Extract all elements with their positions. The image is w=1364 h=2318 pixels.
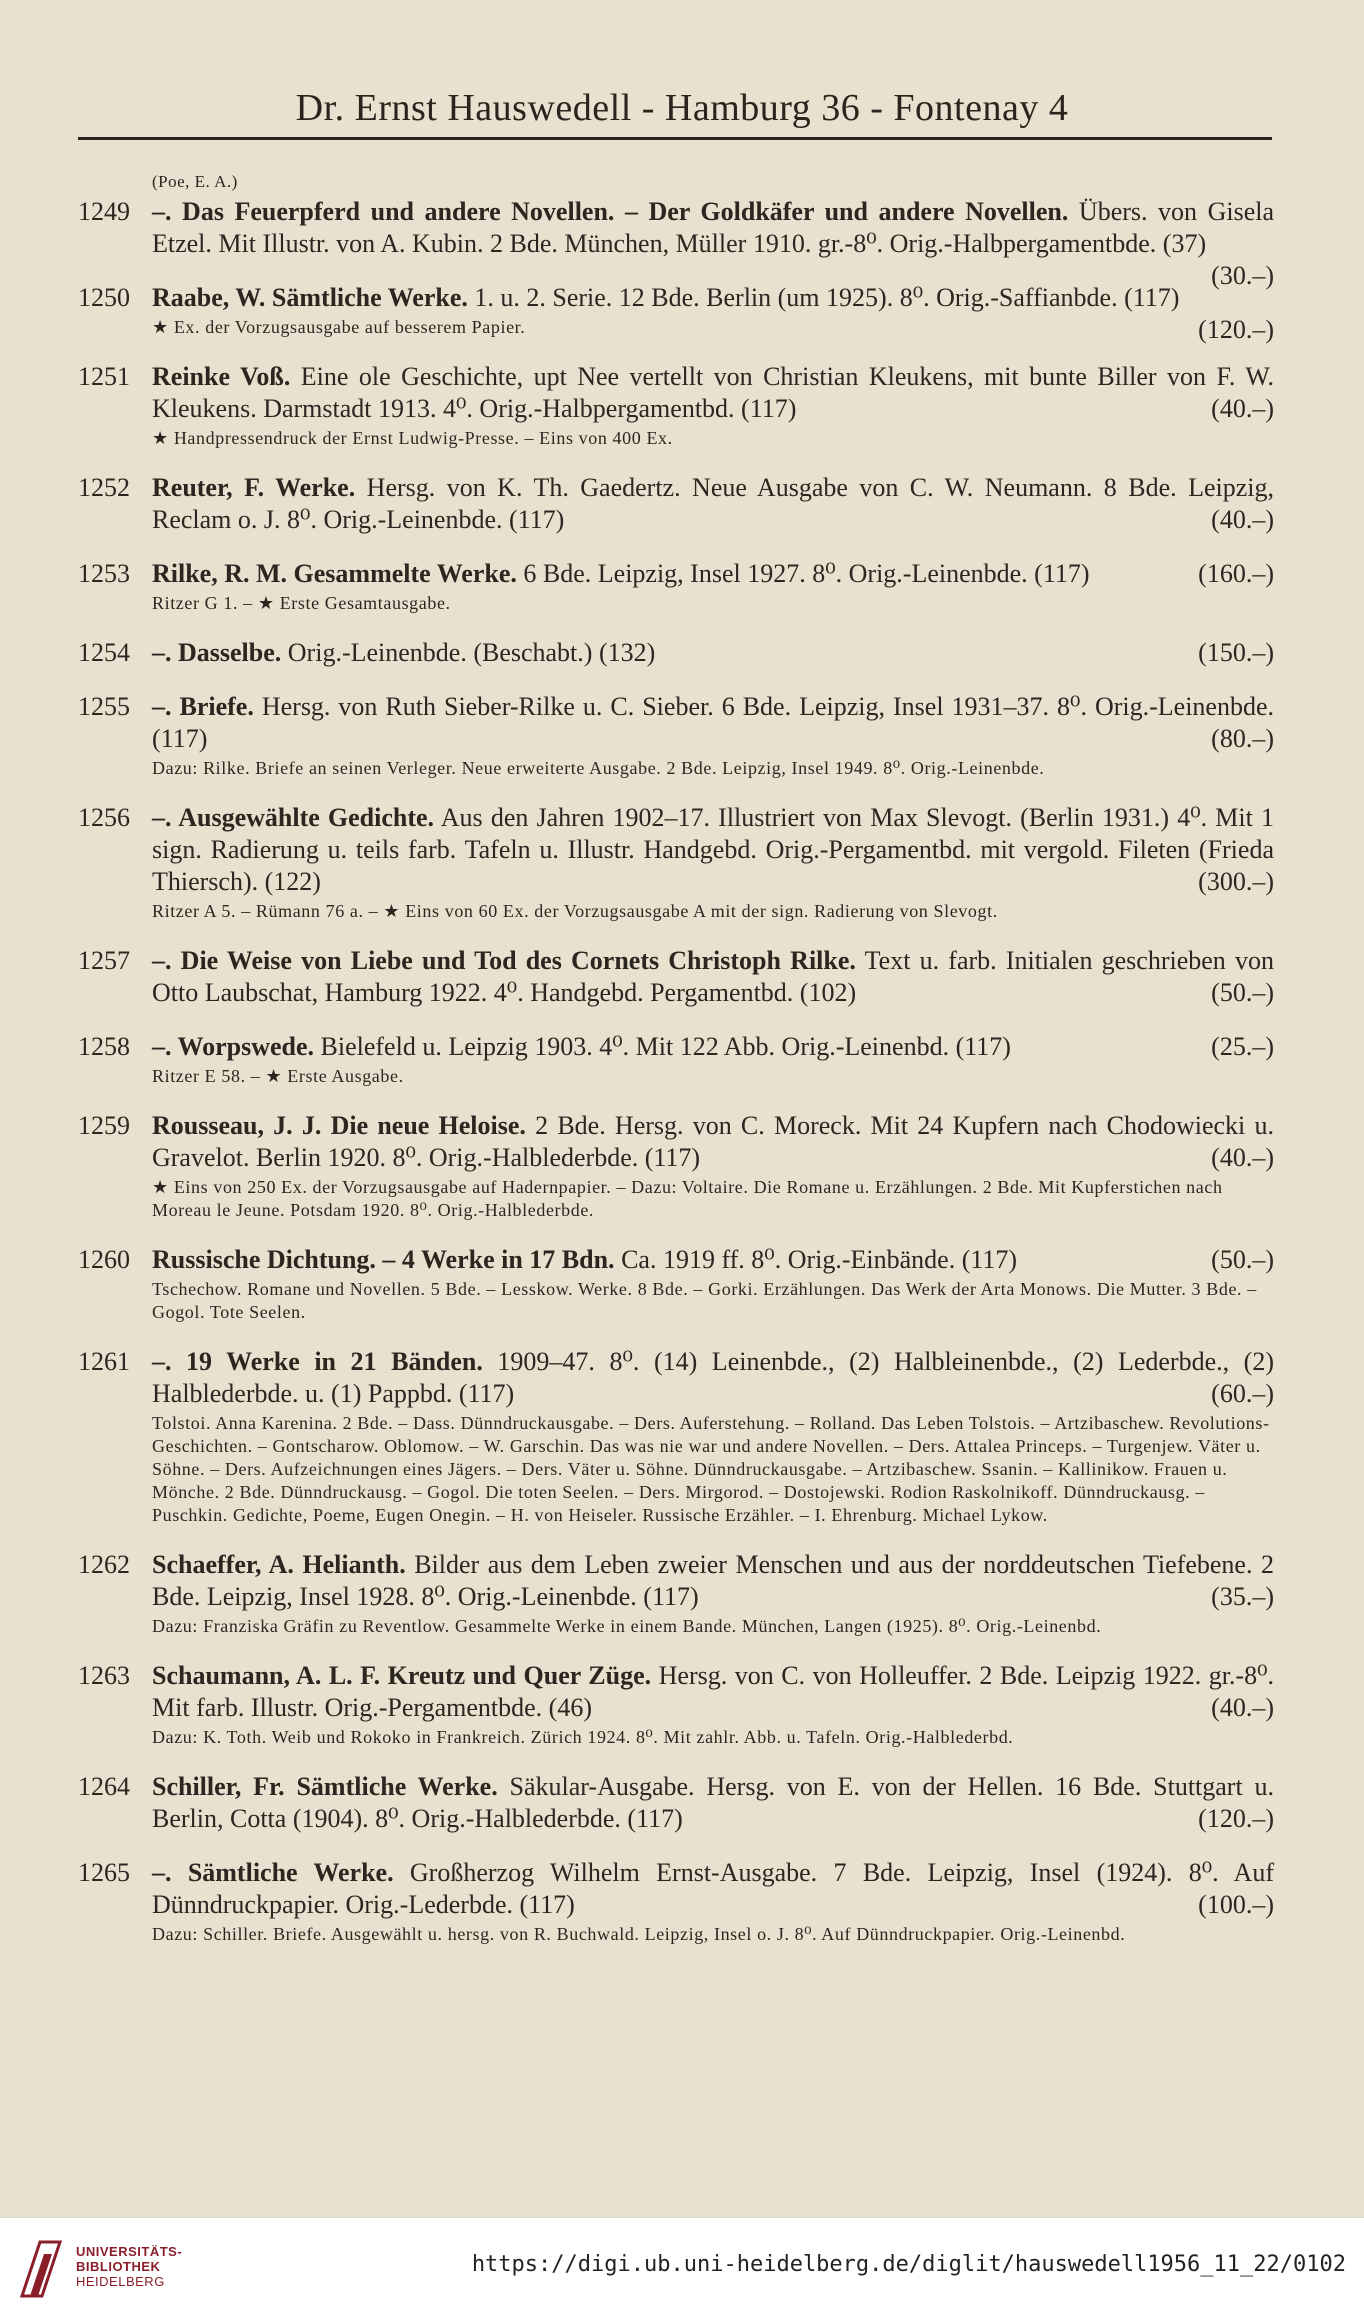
entry-note: Dazu: Schiller. Briefe. Ausgewählt u. hersg. von R. Buchwald. Leipzig, Insel o. J. 8⁰. Auf Dünndruckpapier. Orig.-Leinenbd. xyxy=(152,1924,1126,1944)
entry-body xyxy=(152,1660,1274,1724)
entry-title: –. 19 Werke in 21 Bänden. xyxy=(152,1347,483,1376)
catalog-entry xyxy=(78,1549,1274,1638)
entry-body xyxy=(152,1031,1274,1063)
entry-title: –. Sämtliche Werke. xyxy=(152,1858,394,1887)
entry-description: Hersg. von K. Th. Gaedertz. Neue Ausgabe von C. W. Neumann. 8 Bde. Leipzig, Reclam o. J. 8⁰. Orig.-Leinenbde. (117) xyxy=(152,473,1274,534)
entry-description: Eine ole Geschichte, upt Nee vertellt von Christian Kleukens, mit bunte Biller von F. W. Kleukens. Darmstadt 1913. 4⁰. Orig.-Halbpergamentbd. (117) xyxy=(152,362,1274,423)
entry-price: (40.–) xyxy=(1211,505,1274,534)
entry-description: Ca. 1919 ff. 8⁰. Orig.-Einbände. (117) xyxy=(614,1245,1018,1274)
entry-list xyxy=(78,172,1274,1968)
catalog-entry xyxy=(78,558,1274,615)
entry-note: Ritzer A 5. – Rümann 76 a. – ★ Eins von 60 Ex. der Vorzugsausgabe A mit der sign. Radierung von Slevogt. xyxy=(152,901,998,921)
entry-body xyxy=(152,361,1274,425)
entry-note: Ritzer G 1. – ★ Erste Gesamtausgabe. xyxy=(152,593,451,613)
entry-number: 1249 xyxy=(78,197,130,226)
entry-number: 1252 xyxy=(78,473,130,502)
entry-body xyxy=(152,1110,1274,1174)
entry-number: 1255 xyxy=(78,692,130,721)
entry-body xyxy=(152,945,1274,1009)
header-rule xyxy=(78,137,1272,140)
entry-number: 1262 xyxy=(78,1550,130,1579)
entry-description: Großherzog Wilhelm Ernst-Ausgabe. 7 Bde. Leipzig, Insel (1924). 8⁰. Auf Dünndruckpapier. Orig.-Lederbde. (117) xyxy=(152,1858,1274,1919)
entry-price: (150.–) xyxy=(1198,638,1274,667)
entry-title: –. Worpswede. xyxy=(152,1032,315,1061)
entry-number: 1250 xyxy=(78,283,130,312)
entry-description: Bilder aus dem Leben zweier Menschen und aus der norddeutschen Tiefebene. 2 Bde. Leipzig, Insel 1928. 8⁰. Orig.-Leinenbde. (117) xyxy=(152,1550,1274,1611)
entry-number: 1260 xyxy=(78,1245,130,1274)
entry-price: (300.–) xyxy=(1198,867,1274,896)
entry-number: 1263 xyxy=(78,1661,130,1690)
catalog-entry xyxy=(78,282,1274,344)
logo-line: BIBLIOTHEK xyxy=(76,2259,161,2274)
entry-title: –. Die Weise von Liebe und Tod des Cornets Christoph Rilke. xyxy=(152,946,856,975)
entry-description: Hersg. von Ruth Sieber-Rilke u. C. Sieber. 6 Bde. Leipzig, Insel 1931–37. 8⁰. Orig.-Leinenbde. (117) xyxy=(152,692,1275,753)
entry-title: –. Ausgewählte Gedichte. xyxy=(152,803,435,832)
entry-number: 1258 xyxy=(78,1032,130,1061)
entry-note: Dazu: Franziska Gräfin zu Reventlow. Gesammelte Werke in einem Bande. München, Langen (1925). 8⁰. Orig.-Leinenbd. xyxy=(152,1616,1102,1636)
entry-note: Dazu: K. Toth. Weib und Rokoko in Frankreich. Zürich 1924. 8⁰. Mit zahlr. Abb. u. Tafeln. Orig.-Halblederbd. xyxy=(152,1727,1014,1747)
catalog-entry xyxy=(78,1857,1274,1946)
entry-note: Dazu: Rilke. Briefe an seinen Verleger. Neue erweiterte Ausgabe. 2 Bde. Leipzig, Insel 1949. 8⁰. Orig.-Leinenbde. xyxy=(152,758,1045,778)
entry-description: Bielefeld u. Leipzig 1903. 4⁰. Mit 122 Abb. Orig.-Leinenbd. (117) xyxy=(314,1032,1011,1061)
entry-title: Reinke Voß. xyxy=(152,362,291,391)
logo-line: UNIVERSITÄTS- xyxy=(76,2244,183,2259)
entry-title: Rilke, R. M. Gesammelte Werke. xyxy=(152,559,517,588)
entry-price: (35.–) xyxy=(1211,1582,1274,1611)
entry-note: Ritzer E 58. – ★ Erste Ausgabe. xyxy=(152,1066,404,1086)
entry-title: Schaeffer, A. Helianth. xyxy=(152,1550,406,1579)
entry-description: 2 Bde. Hersg. von C. Moreck. Mit 24 Kupfern nach Chodowiecki u. Gravelot. Berlin 1920. 8⁰. Orig.-Halblederbde. (117) xyxy=(152,1111,1274,1172)
entry-number: 1254 xyxy=(78,638,130,667)
entry-title: Schiller, Fr. Sämtliche Werke. xyxy=(152,1772,498,1801)
catalog-entry xyxy=(78,691,1274,780)
entry-title: Raabe, W. Sämtliche Werke. xyxy=(152,283,468,312)
entry-body xyxy=(152,196,1275,290)
entry-title: –. Briefe. xyxy=(152,692,254,721)
entry-number: 1256 xyxy=(78,803,130,832)
entry-body xyxy=(152,472,1274,536)
entry-body xyxy=(152,1244,1274,1276)
logo-line: HEIDELBERG xyxy=(76,2274,165,2289)
catalog-entry xyxy=(78,196,1275,290)
entry-description: 1909–47. 8⁰. (14) Leinenbde., (2) Halbleinenbde., (2) Lederbde., (2) Halblederbde. u. (1) Pappbd. (117) xyxy=(152,1347,1274,1408)
entry-description: Text u. farb. Initialen geschrieben von Otto Laubschat, Hamburg 1922. 4⁰. Handgebd. Pergamentbd. (102) xyxy=(152,946,1274,1007)
source-url-link[interactable]: https://digi.ub.uni-heidelberg.de/diglit/hauswedell1956_11_22/0102 xyxy=(471,2252,1346,2277)
entry-description: Orig.-Leinenbde. (Beschabt.) (132) xyxy=(281,638,656,667)
entry-description: Aus den Jahren 1902–17. Illustriert von Max Slevogt. (Berlin 1931.) 4⁰. Mit 1 sign. Radierung u. teils farb. Tafeln u. Illustr. Handgebd. Orig.-Pergamentbd. mit vergold. Fileten (Frieda Thiersch). (122) xyxy=(152,803,1274,896)
running-head: Dr. Ernst Hauswedell - Hamburg 36 - Fontenay 4 xyxy=(295,87,1069,129)
catalog-entry xyxy=(78,802,1274,923)
entry-price: (50.–) xyxy=(1211,1245,1274,1274)
entry-body xyxy=(152,1771,1274,1835)
entry-number: 1261 xyxy=(78,1347,130,1376)
catalog-entry xyxy=(78,1771,1274,1835)
entry-description: Übers. von Gisela Etzel. Mit Illustr. von A. Kubin. 2 Bde. München, Müller 1910. gr.-8⁰. Orig.-Halbpergamentbde. (37) xyxy=(152,197,1275,258)
catalog-entry xyxy=(78,361,1274,450)
library-logo-text xyxy=(76,2244,182,2289)
entry-number: 1259 xyxy=(78,1111,130,1140)
entry-price: (160.–) xyxy=(1198,559,1274,588)
entry-title: Rousseau, J. J. Die neue Heloise. xyxy=(152,1111,526,1140)
entry-body xyxy=(152,691,1274,755)
library-logo-icon xyxy=(16,2236,66,2300)
entry-body xyxy=(152,558,1274,590)
entry-note: ★ Handpressendruck der Ernst Ludwig-Presse. – Eins von 400 Ex. xyxy=(152,428,673,448)
entry-description: Säkular-Ausgabe. Hersg. von E. von der Hellen. 16 Bde. Stuttgart u. Berlin, Cotta (1904). 8⁰. Orig.-Halblederbde. (117) xyxy=(152,1772,1274,1833)
catalog-entry xyxy=(78,1660,1274,1749)
entry-number: 1264 xyxy=(78,1772,130,1801)
entry-note: ★ Ex. der Vorzugsausgabe auf besserem Papier. xyxy=(152,317,526,337)
entry-title: –. Dasselbe. xyxy=(152,638,282,667)
entry-price: (60.–) xyxy=(1211,1379,1274,1408)
entry-body xyxy=(152,637,1274,669)
footer-bar xyxy=(0,2217,1364,2318)
catalog-entry xyxy=(78,1110,1274,1222)
entry-note: Tolstoi. Anna Karenina. 2 Bde. – Dass. Dünndruckausgabe. – Ders. Auferstehung. – Rolland. Das Leben Tolstois. – Artzibaschew. Revolutions-Geschichten. – Gontscharow. Oblomow. – W. Garschin. Das was nie war und andere Novellen. – Ders. Attalea Princeps. – Turgenjew. Väter u. Söhne. – Ders. Aufzeichnungen eines Jägers. – Ders. Väter u. Söhne. Dünndruckausgabe. – Artzibaschew. Ssanin. – Kallinikow. Frauen u. Mönche. 2 Bde. Dünndruckausg. – Gogol. Die toten Seelen. – Ders. Mirgorod. – Dostojewski. Rodion Raskolnikoff. Dünndruckausg. – Puschkin. Gedichte, Poeme, Eugen Onegin. – H. von Heiseler. Russische Erzähler. – I. Ehrenburg. Michael Lykow. xyxy=(152,1413,1270,1525)
entry-title: Russische Dichtung. – 4 Werke in 17 Bdn. xyxy=(152,1245,615,1274)
entry-note: ★ Eins von 250 Ex. der Vorzugsausgabe auf Hadernpapier. – Dazu: Voltaire. Die Romane u. Erzählungen. 2 Bde. Mit Kupferstichen nach Moreau le Jeune. Potsdam 1920. 8⁰. Orig.-Halblederbde. xyxy=(152,1177,1223,1220)
entry-price: (30.–) xyxy=(1211,261,1274,290)
catalog-entry xyxy=(78,637,1274,669)
entry-title: Reuter, F. Werke. xyxy=(152,473,356,502)
entry-number: 1257 xyxy=(78,946,130,975)
entry-description: 1. u. 2. Serie. 12 Bde. Berlin (um 1925). 8⁰. Orig.-Saffianbde. (117) xyxy=(467,283,1180,312)
entry-price: (120.–) xyxy=(1198,1804,1274,1833)
entry-title: Schaumann, A. L. F. Kreutz und Quer Züge. xyxy=(152,1661,652,1690)
catalog-entry xyxy=(78,1244,1274,1324)
entry-number: 1265 xyxy=(78,1858,130,1887)
entry-price: (100.–) xyxy=(1198,1890,1274,1919)
entry-body xyxy=(152,1857,1274,1921)
entry-note: Tschechow. Romane und Novellen. 5 Bde. – Lesskow. Werke. 8 Bde. – Gorki. Erzählungen. Das Werk der Arta Monows. Die Mutter. 3 Bde. – Gogol. Tote Seelen. xyxy=(152,1279,1257,1322)
author-line: (Poe, E. A.) xyxy=(152,172,238,191)
entry-body xyxy=(152,1346,1274,1410)
entry-price: (40.–) xyxy=(1211,1693,1274,1722)
catalog-entry xyxy=(78,1031,1274,1088)
entry-price: (50.–) xyxy=(1211,978,1274,1007)
entry-body xyxy=(152,802,1274,898)
entry-description: Hersg. von C. von Holleuffer. 2 Bde. Leipzig 1922. gr.-8⁰. Mit farb. Illustr. Orig.-Pergamentbde. (46) xyxy=(152,1661,1275,1722)
entry-price: (40.–) xyxy=(1211,394,1274,423)
catalog-entry xyxy=(78,472,1274,536)
entry-price: (120.–) xyxy=(1198,315,1274,344)
entry-number: 1253 xyxy=(78,559,130,588)
catalog-entry xyxy=(78,945,1274,1009)
entry-price: (40.–) xyxy=(1211,1143,1274,1172)
catalog-entry xyxy=(78,1346,1274,1527)
entry-price: (80.–) xyxy=(1211,724,1274,753)
entry-description: 6 Bde. Leipzig, Insel 1927. 8⁰. Orig.-Leinenbde. (117) xyxy=(516,559,1090,588)
entry-price: (25.–) xyxy=(1211,1032,1274,1061)
entry-title: –. Das Feuerpferd und andere Novellen. – Der Goldkäfer und andere Novellen. xyxy=(152,197,1069,226)
entry-number: 1251 xyxy=(78,362,130,391)
entry-body xyxy=(152,1549,1274,1613)
